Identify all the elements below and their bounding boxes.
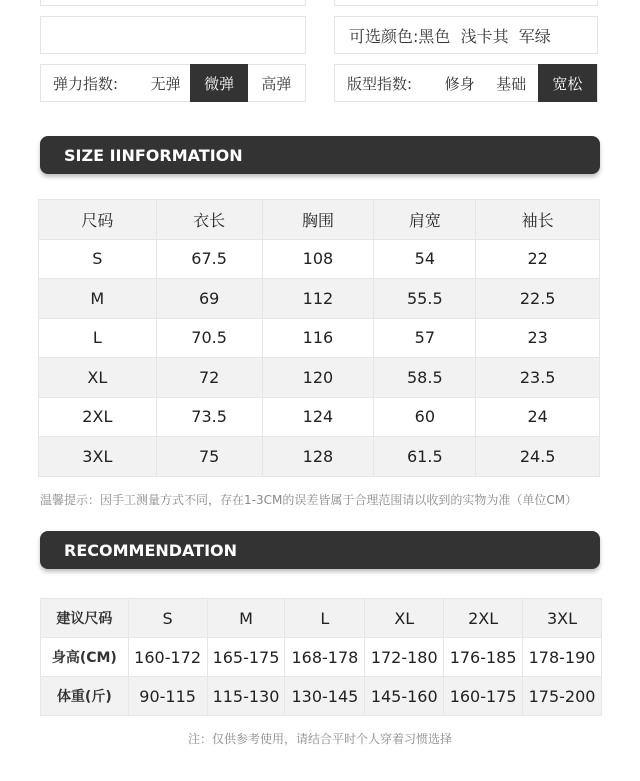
measurement-note: 温馨提示：因手工测量方式不同，存在1-3CM的误差皆属于合理范围请以收到的实物为准（单位CM） [40,493,578,507]
table-row [41,638,602,677]
fit-label: 版型指数: [347,74,413,93]
rec-header-cell: 2XL [444,599,523,638]
size-header-cell: 袖长 [476,200,600,240]
fit-option-slim: 修身 [444,74,475,93]
size-cell: 3XL [39,437,157,477]
size-table [38,199,600,477]
elasticity-label: 弹力指数: [53,74,119,93]
table-row [39,279,600,319]
recommendation-note: 注：仅供参考使用，请结合平时个人穿着习惯选择 [187,732,452,746]
height-cell: 176-185 [444,638,523,677]
sleeve-cell: 24.5 [476,437,600,477]
weight-cell: 160-175 [444,677,523,716]
table-row [39,358,600,398]
weight-cell: 130-145 [285,677,365,716]
recommendation-heading: RECOMMENDATION [64,540,238,560]
size-cell: S [39,239,157,279]
fit-option-regular: 基础 [496,74,527,93]
elasticity-index [40,64,306,102]
height-cell: 168-178 [285,638,365,677]
size-cell: 2XL [39,397,157,437]
size-cell: XL [39,358,157,398]
table-row [39,318,600,358]
length-cell: 70.5 [156,318,262,358]
weight-cell: 90-115 [128,677,207,716]
size-header-cell: 胸围 [262,200,374,240]
chest-cell: 112 [262,279,374,319]
height-cell: 172-180 [365,638,444,677]
color-options-values: 黑色 浅卡其 军绿 [418,26,551,46]
color-options-label: 可选颜色: [349,26,419,46]
weight-cell: 145-160 [365,677,444,716]
shoulder-cell: 61.5 [374,437,476,477]
shoulder-cell: 55.5 [374,279,476,319]
fit-option-loose: 宽松 [538,64,597,102]
elasticity-option-high: 高弹 [261,74,292,93]
length-cell: 72 [156,358,262,398]
fit-index [334,64,598,102]
sleeve-cell: 22.5 [476,279,600,319]
recommendation-header [41,599,602,638]
shoulder-cell: 58.5 [374,358,476,398]
top-box-right-edge [334,0,598,6]
elasticity-option-slight: 微弹 [190,64,247,102]
size-info-heading: SIZE IINFORMATION [64,145,243,165]
shoulder-cell: 57 [374,318,476,358]
height-row-label: 身高(CM) [41,638,129,677]
rec-header-cell: S [128,599,207,638]
size-header-cell: 尺码 [39,200,157,240]
size-header-cell: 衣长 [156,200,262,240]
length-cell: 67.5 [156,239,262,279]
length-cell: 73.5 [156,397,262,437]
recommendation-table [40,598,602,716]
table-row [39,239,600,279]
blank-info-box [40,16,306,54]
size-table-header [39,200,600,240]
rec-header-cell: M [207,599,285,638]
height-cell: 160-172 [128,638,207,677]
chest-cell: 108 [262,239,374,279]
rec-header-cell: 3XL [523,599,602,638]
top-box-left-edge [40,0,306,6]
length-cell: 69 [156,279,262,319]
size-info-banner [40,136,600,174]
chest-cell: 124 [262,397,374,437]
sleeve-cell: 23.5 [476,358,600,398]
table-row [39,397,600,437]
chest-cell: 120 [262,358,374,398]
shoulder-cell: 54 [374,239,476,279]
weight-cell: 175-200 [523,677,602,716]
sleeve-cell: 23 [476,318,600,358]
height-cell: 165-175 [207,638,285,677]
size-header-cell: 肩宽 [374,200,476,240]
length-cell: 75 [156,437,262,477]
color-options-box [334,16,598,54]
chest-cell: 116 [262,318,374,358]
sleeve-cell: 24 [476,397,600,437]
height-cell: 178-190 [523,638,602,677]
rec-header-cell: L [285,599,365,638]
sleeve-cell: 22 [476,239,600,279]
elasticity-option-none: 无弹 [150,74,181,93]
rec-header-cell: XL [365,599,444,638]
size-cell: L [39,318,157,358]
shoulder-cell: 60 [374,397,476,437]
weight-row-label: 体重(斤) [41,677,129,716]
size-cell: M [39,279,157,319]
rec-header-cell: 建议尺码 [41,599,129,638]
table-row [39,437,600,477]
table-row [41,677,602,716]
chest-cell: 128 [262,437,374,477]
weight-cell: 115-130 [207,677,285,716]
recommendation-banner [40,531,600,569]
